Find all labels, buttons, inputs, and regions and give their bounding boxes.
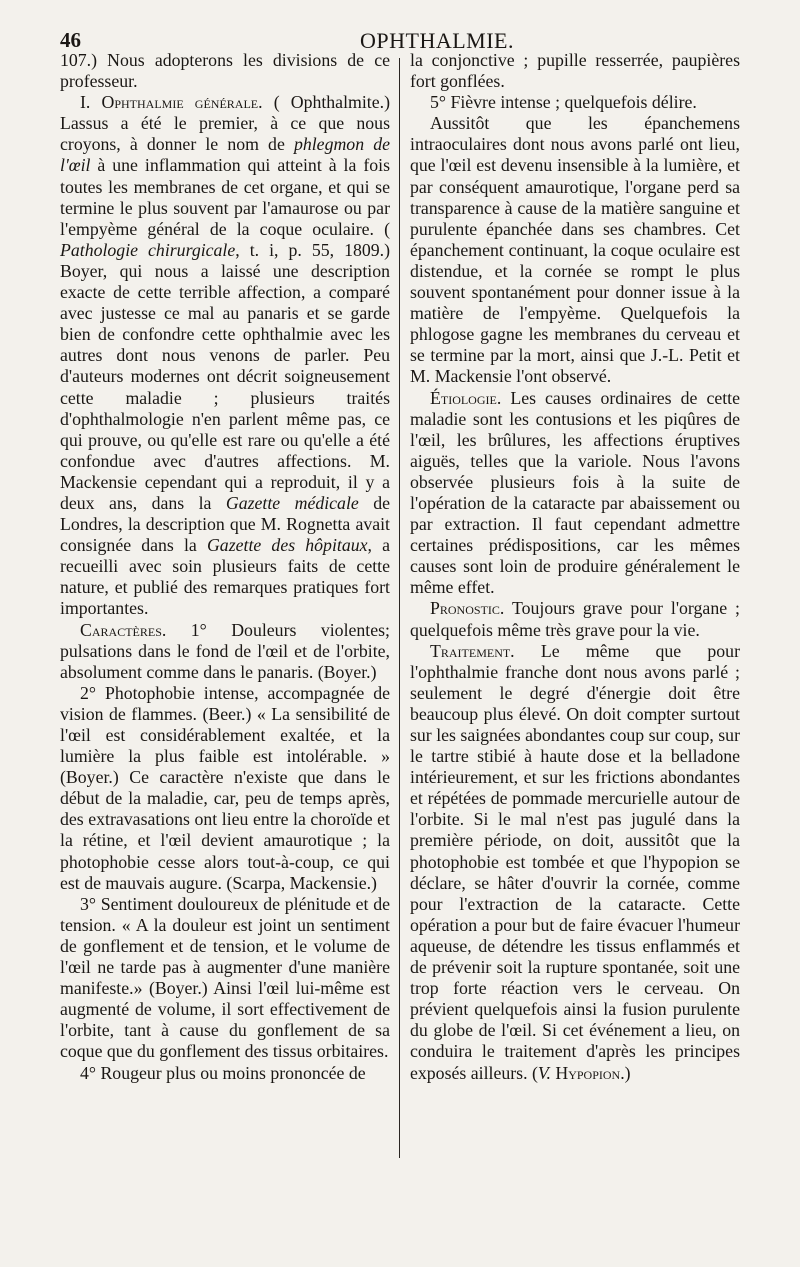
paragraph: 3° Sentiment douloureux de plénitude et de tension. « A la douleur est joint un sentiment de gonflement et de tension, et le volume de l'œil ne tarde pas à augmenter d'une manière manifeste.» (Boyer.) Ainsi l'œil lui-même est augmenté de volume, il sort effectivement de l'orbite, tant à cause du gonflement de sa coque que du gonflement des tissus orbitaires. — [60, 893, 390, 1062]
paragraph-caracteres: Caractères. 1° Douleurs violentes; pulsations dans le fond de l'œil et de l'orbite, absolument comme dans le panaris. (Boyer.) — [60, 619, 390, 682]
paragraph-etiologie: Étiologie. Les causes ordinaires de cette maladie sont les contusions et les piqûres de l'œil, les brûlures, les affections éruptives aiguës, telles que la variole. Nous l'avons observée plusieurs fois à la suite de l'opération de la cataracte par abaissement ou par extraction. Il faut cependant admettre certaines prédispositions, car les mêmes causes sont loin de produire généralement le même effet. — [410, 387, 740, 598]
section-heading: Pronostic. — [430, 598, 505, 619]
paragraph: 5° Fièvre intense ; quelquefois délire. — [430, 92, 697, 113]
paragraph: 4° Rougeur plus ou moins prononcée de — [80, 1062, 366, 1083]
paragraph: la conjonctive ; pupille resserrée, paupières fort gonflées. — [410, 50, 740, 92]
column-divider — [399, 58, 400, 1158]
right-column — [410, 50, 740, 1084]
paragraph-traitement: Traitement. Le même que pour l'ophthalmie franche dont nous avons parlé ; seulement le degré d'énergie doit être beaucoup plus élevé. On doit compter surtout sur les saignées abondantes coup sur coup, sur le tartre stibié à haute dose et la belladone intérieurement, et sur les frictions abondantes et répétées de pommade mercurielle autour de l'orbite. Si le mal n'est pas jugulé dans la première période, on doit, aussitôt que la photophobie est tombée et que l'hypopion se déclare, se hâter d'ouvrir la cornée, comme pour l'extraction de la cataracte. Cette opération a pour but de faire évacuer l'humeur aqueuse, de détendre les tissus enflammés et de prévenir soit la rupture spontanée, soit une trop forte réaction vers le cerveau. On prévient quelquefois ainsi la fusion purulente du globe de l'œil. Si cet événement a lieu, on conduira le traitement d'après les principes exposés ailleurs. (V. Hypopion.) — [410, 640, 740, 1083]
page-number: 46 — [60, 28, 81, 52]
section-heading: Caractères. — [80, 619, 167, 640]
section-heading: Traitement. — [430, 640, 515, 661]
left-column — [60, 50, 390, 1084]
paragraph: 107.) Nous adopterons les divisions de ce professeur. — [60, 50, 390, 92]
paragraph: 2° Photophobie intense, accompagnée de vision de flammes. (Beer.) « La sensibilité de l'œil est considérablement exaltée, et la lumière la plus faible est intolérable. » (Boyer.) Ce caractère n'existe que dans le début de la maladie, car, peu de temps après, des extravasations ont lieu entre la choroïde et la rétine, et l'œil devient amaurotique ; la photophobie cesse alors tout-à-coup, ce qui est de mauvais augure. (Scarpa, Mackensie.) — [60, 682, 390, 893]
section-heading: I. Ophthalmie générale. — [80, 92, 263, 113]
paragraph-ophthalmie-generale: I. Ophthalmie générale. ( Ophthalmite.) Lassus a été le premier, à ce que nous croyons, à donner le nom de phlegmon de l'œil à une inflammation qui atteint à la fois toutes les membranes de cet organe, et qui se termine le plus souvent par l'amaurose ou par l'empyème général de la coque oculaire. ( Pathologie chirurgicale, t. i, p. 55, 1809.) Boyer, qui nous a laissé une description exacte de cette terrible affection, a comparé avec justesse ce mal au panaris et se garde bien de confondre cette ophthalmie avec les autres dont nous venons de parler. Peu d'auteurs modernes ont décrit soigneusement cette maladie ; plusieurs traités d'ophthalmologie n'en parlent même pas, ce qui prouve, ou qu'elle est rare ou qu'elle a été confondue avec d'autres affections. M. Mackensie cependant qui a reproduit, il y a deux ans, dans la Gazette médicale de Londres, la description que M. Rognetta avait consignée dans la Gazette des hôpitaux, a recueilli avec soin plusieurs faits de cette nature, et publié des remarques pratiques fort importantes. — [60, 92, 391, 619]
paragraph-pronostic: Pronostic. Toujours grave pour l'organe ; quelquefois même très grave pour la vie. — [410, 598, 740, 640]
section-heading: Étiologie. — [430, 387, 502, 408]
paragraph: Aussitôt que les épanchemens intraoculaires dont nous avons parlé ont lieu, que l'œil est devenu insensible à la lumière, et par conséquent amaurotique, l'organe perd sa transparence à cause de la matière sanguine et purulente épanchée dans ses chambres. Cet épanchement continuant, la coque oculaire est distendue, et la cornée se rompt le plus souvent spontanément pour donner issue à la matière de l'empyème. Quelquefois la phlogose gagne les membranes du cerveau et se termine par la mort, ainsi que J.-L. Petit et M. Mackensie l'ont observé. — [410, 113, 740, 387]
running-title: OPHTHALMIE. — [360, 28, 514, 53]
cross-reference: Hypopion. — [550, 1062, 625, 1083]
